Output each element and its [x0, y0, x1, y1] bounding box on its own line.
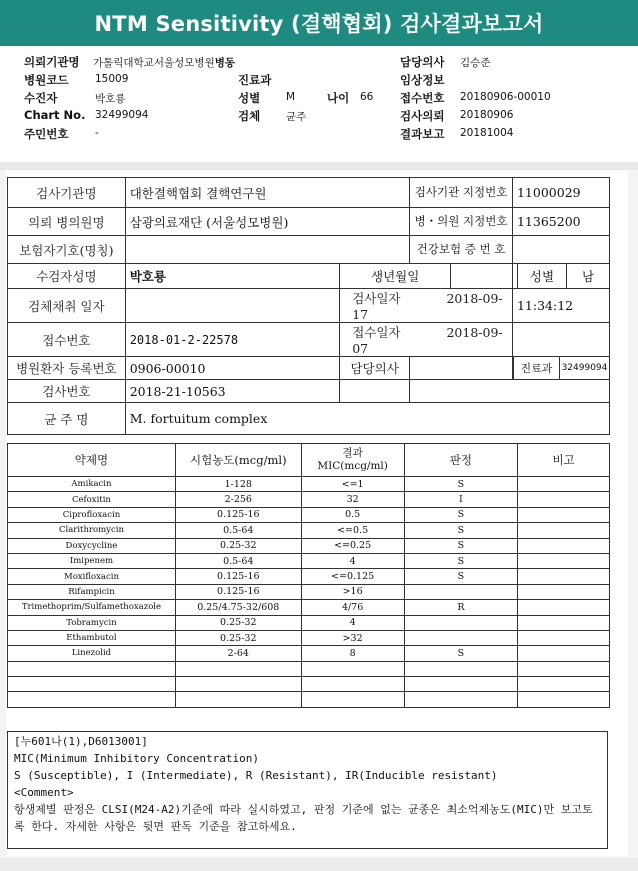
test-concentration: 0.5-64: [175, 523, 301, 538]
header-drug: 약제명: [8, 444, 176, 477]
mic-result: 4: [301, 553, 404, 568]
result-report-label: 결과보고: [400, 127, 445, 141]
mic-result: 32: [301, 492, 404, 507]
test-request-value: 20180906: [460, 109, 514, 121]
test-concentration: 0.25/4.75-32/608: [175, 600, 301, 615]
birthdate-label: 생년월일: [340, 264, 451, 288]
result-report-value: 20181004: [460, 127, 514, 139]
drug-name: Ciprofloxacin: [8, 507, 176, 522]
test-code: [누601나(1),D6013001]: [14, 735, 148, 748]
drug-name: Trimethoprim/Sulfamethoxazole: [8, 600, 176, 615]
mic-definition: MIC(Minimum Inhibitory Concentration): [14, 752, 260, 765]
test-date-label: 검사일자: [352, 291, 401, 306]
mic-result: >16: [301, 584, 404, 599]
table-row: [8, 538, 610, 553]
comment-label: <Comment>: [14, 786, 74, 799]
registration-number-value: 0906-00010: [125, 357, 339, 380]
interpretation: S: [404, 538, 518, 553]
strain-name-value: M. fortuitum complex: [125, 403, 609, 435]
birthdate-value: [451, 264, 512, 288]
receipt-date-value: 2018-09-07: [352, 325, 503, 356]
insurance-id-label: 건강보험 증 번 호: [410, 236, 513, 264]
age-label: 나이: [327, 91, 350, 105]
test-concentration: 0.25-32: [175, 538, 301, 553]
remark: [518, 600, 610, 615]
table-row: [8, 523, 610, 538]
receipt-date-label: 접수일자: [352, 325, 401, 340]
examinee-name-label: 수검자성명: [8, 264, 126, 289]
lab-id-value: 11000029: [512, 178, 609, 208]
remark: [518, 569, 610, 584]
sex-value: M: [286, 91, 296, 103]
patient-label: 수진자: [24, 91, 58, 105]
interpretation: R: [404, 600, 518, 615]
table-row: [8, 692, 610, 707]
mic-result: >32: [301, 630, 404, 645]
mic-result: 8: [301, 646, 404, 661]
collection-date-label: 검체채취 일자: [8, 289, 126, 323]
hospital-name-label: 의뢰 병의원명: [8, 208, 126, 236]
comment-text: 항생제별 판정은 CLSI(M24-A2)기준에 따라 실시하였고, 판정 기준에 없는 균종은 최소억제농도(MIC)만 보고토록 한다. 자세한 사항은 뒷면 판독 기준을 참고하세요.: [14, 803, 593, 833]
mic-result: 4: [301, 615, 404, 630]
remark: [518, 477, 610, 492]
specimen-label: 검체: [238, 109, 261, 123]
mic-result: [301, 661, 404, 676]
lab-name-label: 검사기관명: [8, 178, 126, 208]
remark: [518, 523, 610, 538]
header-concentration: 시험농도(mcg/ml): [175, 444, 301, 477]
hospital-code-label: 병원코드: [24, 73, 69, 87]
drug-name: Clarithromycin: [8, 523, 176, 538]
age-value: 66: [360, 91, 374, 103]
remark: [518, 507, 610, 522]
header-mic: 결과 MIC(mcg/ml): [301, 444, 404, 477]
interpretation: S: [404, 507, 518, 522]
mic-result: <=0.125: [301, 569, 404, 584]
separator-band: [0, 162, 638, 170]
mic-result: 0.5: [301, 507, 404, 522]
header-remark: 비고: [518, 444, 610, 477]
interpretation: [404, 630, 518, 645]
interpretation: S: [404, 477, 518, 492]
strain-name-label: 균 주 명: [8, 403, 126, 435]
chart-no-value: 32499094: [95, 109, 149, 121]
remark: [518, 646, 610, 661]
drug-name: Cefoxitin: [8, 492, 176, 507]
receipt-number-label: 접수번호: [8, 323, 126, 357]
examinee-sex-value: 남: [581, 269, 595, 284]
mic-result: [301, 692, 404, 707]
table-row: [8, 615, 610, 630]
test-concentration: 1-128: [175, 477, 301, 492]
drug-name: Imipenem: [8, 553, 176, 568]
specimen-value: 균주: [286, 111, 307, 123]
dept-value: 32499094: [561, 363, 608, 373]
table-row: [8, 507, 610, 522]
specimen-info-table: [7, 177, 610, 435]
report-header: [0, 46, 638, 162]
ward-label: 병동: [214, 57, 236, 69]
test-concentration: [175, 692, 301, 707]
test-concentration: 2-64: [175, 646, 301, 661]
collection-date-value: [125, 289, 339, 323]
header-interpretation: 판정: [404, 444, 518, 477]
remark: [518, 692, 610, 707]
drug-susceptibility-table: [7, 443, 610, 708]
interpretation: [404, 661, 518, 676]
patient-value: 박호룡: [95, 93, 126, 105]
test-concentration: 0.5-64: [175, 553, 301, 568]
remark: [518, 492, 610, 507]
interpretation: S: [404, 523, 518, 538]
test-request-label: 검사의뢰: [400, 109, 445, 123]
interpretation: [404, 584, 518, 599]
hospital-id-label: 병・의원 지정번호: [410, 208, 513, 236]
notes-box: [7, 731, 608, 849]
drug-name: Ethambutol: [8, 630, 176, 645]
test-concentration: [175, 661, 301, 676]
drug-name: Moxifloxacin: [8, 569, 176, 584]
test-concentration: 0.25-32: [175, 630, 301, 645]
remark: [518, 630, 610, 645]
physician-value: [410, 357, 513, 380]
interpretation: S: [404, 569, 518, 584]
interpretation: [404, 677, 518, 692]
examinee-sex-label: 성별: [517, 264, 567, 288]
insurer-label: 보험자기호(명칭): [8, 236, 126, 264]
interpretation: S: [404, 553, 518, 568]
drug-name: [8, 692, 176, 707]
department-label: 진료과: [238, 73, 272, 87]
drug-name: Doxycycline: [8, 538, 176, 553]
hospital-code-value: 15009: [95, 73, 129, 85]
lab-name-value: 대한결핵협회 결핵연구원: [125, 178, 409, 208]
mic-result: [301, 677, 404, 692]
attending-physician-value: 김승준: [460, 57, 491, 69]
test-concentration: 0.25-32: [175, 615, 301, 630]
table-row: [8, 600, 610, 615]
receipt-number-value: 2018-01-2-22578: [125, 323, 339, 357]
footer-band: [0, 858, 638, 871]
interpretation: S: [404, 646, 518, 661]
test-concentration: [175, 677, 301, 692]
test-concentration: 0.125-16: [175, 584, 301, 599]
interpretation: I: [404, 492, 518, 507]
test-concentration: 0.125-16: [175, 507, 301, 522]
table-row: [8, 492, 610, 507]
accession-number-value: 20180906-00010: [460, 91, 551, 103]
clinical-info-label: 임상정보: [400, 73, 445, 87]
report-title: NTM Sensitivity (결핵협회) 검사결과보고서: [0, 0, 638, 46]
hospital-name-value: 삼광의료재단 (서울성모병원): [125, 208, 409, 236]
remark: [518, 677, 610, 692]
test-date-value: 2018-09-17: [352, 291, 503, 322]
interpretation-legend: S (Susceptible), I (Intermediate), R (Resistant), IR(Inducible resistant): [14, 769, 498, 782]
insurer-value: [125, 236, 409, 264]
table-row: [8, 646, 610, 661]
registration-number-label: 병원환자 등록번호: [8, 357, 126, 380]
table-row: [8, 584, 610, 599]
remark: [518, 661, 610, 676]
table-row: [8, 553, 610, 568]
drug-name: Linezolid: [8, 646, 176, 661]
requesting-institution-value: 가톨릭대학교서울성모병원병동: [93, 57, 236, 69]
remark: [518, 584, 610, 599]
resident-number-value: -: [95, 127, 99, 139]
drug-name: Tobramycin: [8, 615, 176, 630]
interpretation: [404, 615, 518, 630]
resident-number-label: 주민번호: [24, 127, 69, 141]
table-row: [8, 661, 610, 676]
remark: [518, 553, 610, 568]
table-row: [8, 477, 610, 492]
mic-result: <=0.25: [301, 538, 404, 553]
mic-result: <=1: [301, 477, 404, 492]
test-number-label: 검사번호: [8, 380, 126, 403]
attending-physician-label: 담당의사: [400, 55, 445, 69]
table-row: [8, 630, 610, 645]
remark: [518, 538, 610, 553]
drug-name: [8, 677, 176, 692]
test-time-value: 11:34:12: [512, 289, 609, 323]
mic-result: 4/76: [301, 600, 404, 615]
remark: [518, 615, 610, 630]
accession-number-label: 접수번호: [400, 91, 445, 105]
test-concentration: 0.125-16: [175, 569, 301, 584]
hospital-id-value: 11365200: [512, 208, 609, 236]
table-row: [8, 569, 610, 584]
table-row: [8, 677, 610, 692]
dept-label: 진료과: [513, 357, 560, 379]
interpretation: [404, 692, 518, 707]
examinee-name-value: 박호룡: [125, 264, 339, 289]
physician-label: 담당의사: [340, 357, 410, 380]
chart-no-label: Chart No.: [24, 108, 86, 122]
insurance-id-value: [512, 236, 609, 264]
sex-label: 성별: [238, 91, 261, 105]
mic-result: <=0.5: [301, 523, 404, 538]
test-concentration: 2-256: [175, 492, 301, 507]
requesting-institution-label: 의뢰기관명: [24, 55, 80, 69]
lab-id-label: 검사기관 지정번호: [410, 178, 513, 208]
drug-name: Rifampicin: [8, 584, 176, 599]
drug-name: Amikacin: [8, 477, 176, 492]
drug-name: [8, 661, 176, 676]
test-number-value: 2018-21-10563: [125, 380, 339, 403]
